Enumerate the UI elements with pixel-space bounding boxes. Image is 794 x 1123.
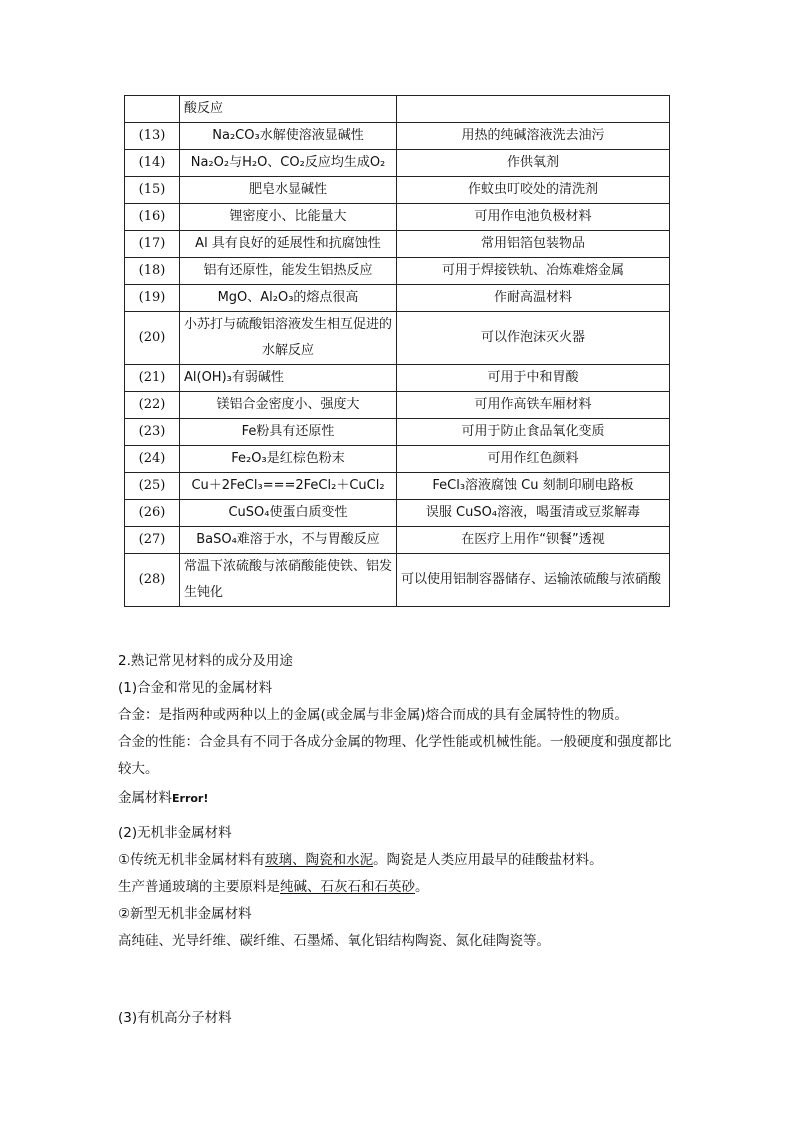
- section-heading: 2.熟记常见材料的成分及用途: [118, 653, 293, 669]
- property-cell: BaSO₄难溶于水，不与胃酸反应: [180, 527, 397, 554]
- row-number: [125, 96, 180, 123]
- use-cell: 可用于焊接铁轨、冶炼难熔金属: [397, 258, 670, 285]
- glass-items: 纯碱、石灰石和石英砂: [280, 879, 415, 895]
- table-row: [125, 285, 670, 312]
- property-cell: 镁铝合金密度小、强度大: [180, 392, 397, 419]
- subheading-polymer: (3)有机高分子材料: [118, 1010, 232, 1026]
- property-cell: Na₂CO₃水解使溶液显碱性: [180, 123, 397, 150]
- metal-materials-line: [118, 785, 678, 812]
- row-number: (23): [125, 419, 180, 446]
- use-cell: 用热的纯碱溶液洗去油污: [397, 123, 670, 150]
- property-cell: 常温下浓硫酸与浓硝酸能使铁、铝发生钝化: [180, 554, 397, 607]
- traditional-materials: [118, 847, 678, 874]
- use-cell: FeCl₃溶液腐蚀 Cu 刻制印刷电路板: [397, 473, 670, 500]
- table-row: [125, 554, 670, 607]
- property-cell: Al 具有良好的延展性和抗腐蚀性: [180, 231, 397, 258]
- row-number: (25): [125, 473, 180, 500]
- table-row: [125, 258, 670, 285]
- property-cell: 小苏打与硫酸铝溶液发生相互促进的水解反应: [180, 312, 397, 365]
- use-cell: 常用铝箔包装物品: [397, 231, 670, 258]
- table-row: [125, 500, 670, 527]
- table-row: [125, 527, 670, 554]
- row-number: (13): [125, 123, 180, 150]
- table-row: [125, 204, 670, 231]
- use-cell: 可用于中和胃酸: [397, 365, 670, 392]
- traditional-suffix: 。陶瓷是人类应用最早的硅酸盐材料。: [373, 852, 603, 868]
- use-cell: 在医疗上用作“钡餐”透视: [397, 527, 670, 554]
- property-cell: 酸反应: [180, 96, 397, 123]
- alloy-definition: 合金：是指两种或两种以上的金属(或金属与非金属)熔合而成的具有金属特性的物质。: [118, 707, 629, 723]
- property-cell: MgO、Al₂O₃的熔点很高: [180, 285, 397, 312]
- glass-suffix: 。: [415, 879, 429, 895]
- traditional-items: 玻璃、陶瓷和水泥: [265, 852, 374, 868]
- property-cell: 铝有还原性，能发生铝热反应: [180, 258, 397, 285]
- table-row: [125, 231, 670, 258]
- property-cell: Cu＋2FeCl₃===2FeCl₂＋CuCl₂: [180, 473, 397, 500]
- property-cell: Fe粉具有还原性: [180, 419, 397, 446]
- use-cell: 可用于防止食品氧化变质: [397, 419, 670, 446]
- error-text: Error!: [172, 792, 209, 805]
- table-row: [125, 177, 670, 204]
- table-row: [125, 312, 670, 365]
- use-cell: 可以使用铝制容器储存、运输浓硫酸与浓硝酸: [397, 554, 670, 607]
- metal-materials-label: 金属材料: [118, 790, 172, 806]
- table-row: [125, 365, 670, 392]
- property-cell: CuSO₄使蛋白质变性: [180, 500, 397, 527]
- row-number: (22): [125, 392, 180, 419]
- table-row: [125, 446, 670, 473]
- use-cell: 可以作泡沫灭火器: [397, 312, 670, 365]
- row-number: (28): [125, 554, 180, 607]
- use-cell: [397, 96, 670, 123]
- row-number: (26): [125, 500, 180, 527]
- row-number: (16): [125, 204, 180, 231]
- row-number: (27): [125, 527, 180, 554]
- property-cell: Al(OH)₃有弱碱性: [180, 365, 397, 392]
- use-cell: 作耐高温材料: [397, 285, 670, 312]
- property-use-table: [124, 95, 670, 607]
- table-row: [125, 473, 670, 500]
- use-cell: 可用作高铁车厢材料: [397, 392, 670, 419]
- property-cell: Fe₂O₃是红棕色粉末: [180, 446, 397, 473]
- table-row: [125, 150, 670, 177]
- table-row: [125, 123, 670, 150]
- traditional-prefix: ①传统无机非金属材料有: [118, 852, 266, 868]
- use-cell: 作蚊虫叮咬处的清洗剂: [397, 177, 670, 204]
- glass-raw-materials: [118, 874, 678, 901]
- subheading-inorganic: (2)无机非金属材料: [118, 825, 232, 841]
- use-cell: 可用作红色颜料: [397, 446, 670, 473]
- subheading-alloy: (1)合金和常见的金属材料: [118, 680, 273, 696]
- property-cell: 锂密度小、比能量大: [180, 204, 397, 231]
- row-number: (18): [125, 258, 180, 285]
- use-cell: 误服 CuSO₄溶液，喝蛋清或豆浆解毒: [397, 500, 670, 527]
- new-materials-heading: ②新型无机非金属材料: [118, 906, 252, 922]
- alloy-properties: 合金的性能：合金具有不同于各成分金属的物理、化学性能或机械性能。一般硬度和强度都比较大。: [118, 734, 672, 777]
- use-cell: 作供氧剂: [397, 150, 670, 177]
- table-row: [125, 392, 670, 419]
- property-cell: 肥皂水显碱性: [180, 177, 397, 204]
- row-number: (14): [125, 150, 180, 177]
- glass-prefix: 生产普通玻璃的主要原料是: [118, 879, 280, 895]
- materials-section: [118, 648, 678, 1032]
- property-cell: Na₂O₂与H₂O、CO₂反应均生成O₂: [180, 150, 397, 177]
- row-number: (20): [125, 312, 180, 365]
- new-materials-items: 高纯硅、光导纤维、碳纤维、石墨烯、氧化铝结构陶瓷、氮化硅陶瓷等。: [118, 933, 550, 949]
- row-number: (17): [125, 231, 180, 258]
- use-cell: 可用作电池负极材料: [397, 204, 670, 231]
- row-number: (21): [125, 365, 180, 392]
- table-row: [125, 96, 670, 123]
- table-row: [125, 419, 670, 446]
- row-number: (24): [125, 446, 180, 473]
- row-number: (15): [125, 177, 180, 204]
- row-number: (19): [125, 285, 180, 312]
